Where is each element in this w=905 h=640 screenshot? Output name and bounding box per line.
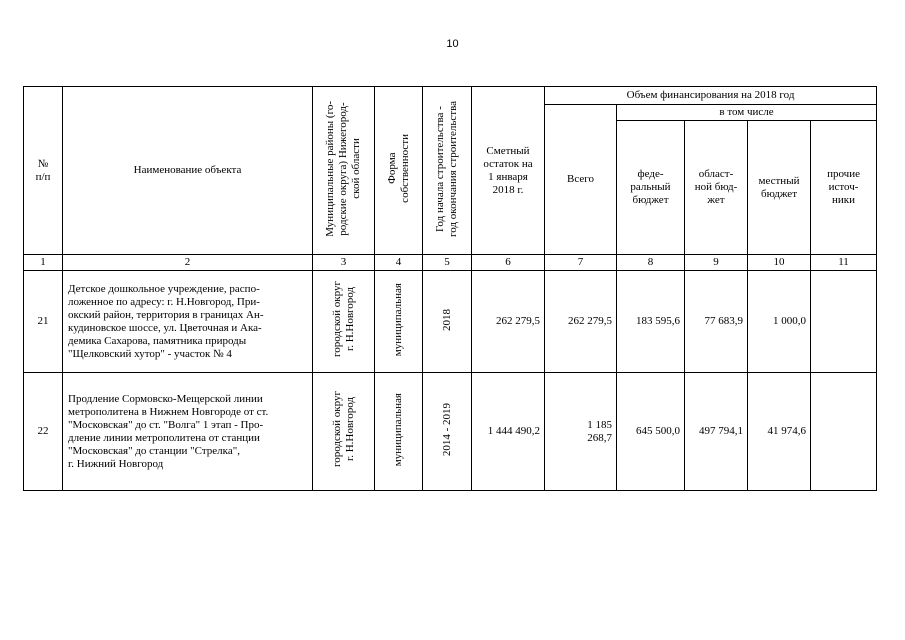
column-number: 10 <box>748 255 811 271</box>
row-other <box>811 271 877 373</box>
column-numbers-row <box>24 255 877 271</box>
header-municipal <box>313 87 375 255</box>
page-number: 10 <box>446 38 459 50</box>
column-number: 7 <box>545 255 617 271</box>
row-ownership-text: муниципальная <box>392 392 404 467</box>
column-number: 8 <box>617 255 685 271</box>
table-row <box>24 373 877 491</box>
financing-table <box>23 86 877 491</box>
header-total: Всего <box>545 105 617 255</box>
row-num: 22 <box>24 373 63 491</box>
row-ownership <box>375 373 423 491</box>
column-number: 11 <box>811 255 877 271</box>
row-years <box>423 271 472 373</box>
row-num: 21 <box>24 271 63 373</box>
row-object-name: Детское дошкольное учреждение, распо- ложенное по адресу: г. Н.Новгород, При- окский район, территория в границах Ан- кудиновское шоссе, ул. Цветочная и Ака- демика Сахарова, памятника природы "Щелковский хутор" - участок № 4 <box>63 271 313 373</box>
header-row-1 <box>24 87 877 105</box>
column-number: 4 <box>375 255 423 271</box>
header-years <box>423 87 472 255</box>
header-federal: феде- ральный бюджет <box>617 121 685 255</box>
row-municipal <box>313 271 375 373</box>
header-num: № п/п <box>24 87 63 255</box>
table-row <box>24 271 877 373</box>
row-federal: 183 595,6 <box>617 271 685 373</box>
row-ownership <box>375 271 423 373</box>
row-municipal-text: городской округ г. Н.Новгород <box>330 281 356 358</box>
row-regional: 497 794,1 <box>685 373 748 491</box>
column-number: 1 <box>24 255 63 271</box>
row-estimate: 1 444 490,2 <box>472 373 545 491</box>
row-object-name: Продление Сормовско-Мещерской линии метрополитена в Нижнем Новгороде от ст. "Московская" до ст. "Волга" 1 этап - Про- дление линии метрополитена от станции "Московская" до станции "Стрелка", г. Нижний Новгород <box>63 373 313 491</box>
header-ownership <box>375 87 423 255</box>
header-local: местный бюджет <box>748 121 811 255</box>
row-local: 1 000,0 <box>748 271 811 373</box>
row-federal: 645 500,0 <box>617 373 685 491</box>
row-other <box>811 373 877 491</box>
row-local: 41 974,6 <box>748 373 811 491</box>
row-estimate: 262 279,5 <box>472 271 545 373</box>
row-total: 262 279,5 <box>545 271 617 373</box>
row-years-text: 2014 - 2019 <box>440 402 453 457</box>
column-number: 6 <box>472 255 545 271</box>
header-name: Наименование объекта <box>63 87 313 255</box>
header-ownership-text: Форма собственности <box>385 134 411 203</box>
column-number: 2 <box>63 255 313 271</box>
header-other: прочие источ- ники <box>811 121 877 255</box>
header-estimate: Сметный остаток на 1 января 2018 г. <box>472 87 545 255</box>
column-number: 9 <box>685 255 748 271</box>
header-municipal-text: Муниципальные районы (го- родские округа) Нижегород- ской области <box>324 100 362 237</box>
row-municipal-text: городской округ г. Н.Новгород <box>330 391 356 468</box>
row-years <box>423 373 472 491</box>
header-regional: област- ной бюд- жет <box>685 121 748 255</box>
row-years-text: 2018 <box>440 308 453 331</box>
header-financing: Объем финансирования на 2018 год <box>545 87 877 105</box>
header-including: в том числе <box>617 105 877 121</box>
row-municipal <box>313 373 375 491</box>
header-years-text: Год начала строительства - год окончания строительства <box>434 100 459 237</box>
column-number: 3 <box>313 255 375 271</box>
row-ownership-text: муниципальная <box>392 282 404 357</box>
row-regional: 77 683,9 <box>685 271 748 373</box>
row-total: 1 185 268,7 <box>545 373 617 491</box>
column-number: 5 <box>423 255 472 271</box>
